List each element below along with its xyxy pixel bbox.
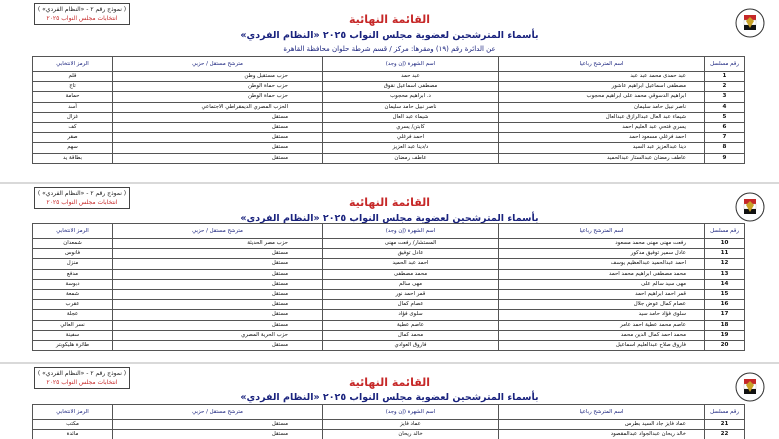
cell-alias: عماد فايز xyxy=(323,420,499,430)
cell-affiliation: مستقل xyxy=(113,310,323,320)
cell-affiliation: مستقل xyxy=(113,300,323,310)
cell-election-symbol: تاج xyxy=(33,82,113,92)
cell-affiliation: مستقل xyxy=(113,143,323,153)
cell-alias: المستشار/ رفعت مهنى xyxy=(323,239,499,249)
table-row xyxy=(33,430,745,439)
cell-number: 22 xyxy=(705,430,745,439)
cell-number: 14 xyxy=(705,279,745,289)
cell-affiliation: حزب مصر الحديثة xyxy=(113,239,323,249)
cell-election-symbol: سهم xyxy=(33,143,113,153)
cell-candidate-name: احمد فرغلي مسعود احمد xyxy=(499,133,705,143)
cell-candidate-name: احمد عبدالحميد عبدالعظيم يوسف xyxy=(499,259,705,269)
candidates-table xyxy=(32,404,745,439)
table-row xyxy=(33,133,745,143)
page-subtitle: بأسماء المترشحين لعضوية مجلس النواب ٢٠٢٥ «النظام الفردي» xyxy=(240,213,539,224)
cell-affiliation: مستقل xyxy=(113,153,323,163)
cell-alias: عاصم عطية xyxy=(323,320,499,330)
table-row xyxy=(33,92,745,102)
col-header-aff: مترشح مستقل / حزبي xyxy=(113,57,323,72)
cell-candidate-name: خالد ريحان عبدالجواد عبدالمقصود xyxy=(499,430,705,439)
table-row xyxy=(33,279,745,289)
cell-alias: عادل توفيق xyxy=(323,249,499,259)
cell-number: 13 xyxy=(705,269,745,279)
cell-affiliation: مستقل xyxy=(113,279,323,289)
form-number-stamp: ( نموذج رقم ٢ - «النظام الفردي» ) انتخابات مجلس النواب ٢٠٢٥ xyxy=(34,367,130,389)
table-row xyxy=(33,122,745,132)
col-header-name: اسم المترشح رباعيا xyxy=(499,405,705,420)
cell-alias: كابتن/ يسري xyxy=(323,122,499,132)
cell-affiliation: مستقل xyxy=(113,122,323,132)
cell-number: 9 xyxy=(705,153,745,163)
cell-number: 7 xyxy=(705,133,745,143)
cell-election-symbol: منزل xyxy=(33,259,113,269)
col-header-alias: اسم الشهرة (إن وجد) xyxy=(323,224,499,239)
cell-affiliation: مستقل xyxy=(113,249,323,259)
cell-affiliation: حزب حماة الوطن xyxy=(113,92,323,102)
cell-number: 10 xyxy=(705,239,745,249)
cell-number: 5 xyxy=(705,112,745,122)
table-row xyxy=(33,420,745,430)
table-row xyxy=(33,102,745,112)
cell-alias: د. ابراهيم محجوب xyxy=(323,92,499,102)
cell-affiliation: الحزب المصري الديمقراطي الاجتماعي xyxy=(113,102,323,112)
table-row xyxy=(33,340,745,350)
cell-alias: فاروق العوادي xyxy=(323,340,499,350)
cell-alias: ناصر نبيل حامد سليمان xyxy=(323,102,499,112)
cell-election-symbol: بطاقة يد xyxy=(33,153,113,163)
cell-alias: شيماء عبد العال xyxy=(323,112,499,122)
cell-candidate-name: مصطفى اسماعيل ابراهيم عاشور xyxy=(499,82,705,92)
cell-alias: د/دينا عبد العزيز xyxy=(323,143,499,153)
cell-election-symbol: حمامة xyxy=(33,92,113,102)
cell-election-symbol: كف xyxy=(33,122,113,132)
table-row xyxy=(33,239,745,249)
cell-candidate-name: دينا عبدالعزيز عبد السيد xyxy=(499,143,705,153)
form-number-stamp: ( نموذج رقم ٢ - «النظام الفردي» ) انتخابات مجلس النواب ٢٠٢٥ xyxy=(34,3,130,25)
col-header-sym: الرمز الانتخابي xyxy=(33,224,113,239)
cell-number: 16 xyxy=(705,300,745,310)
cell-election-symbol: فانوس xyxy=(33,249,113,259)
form-number-stamp: ( نموذج رقم ٢ - «النظام الفردي» ) انتخابات مجلس النواب ٢٠٢٥ xyxy=(34,187,130,209)
candidates-table xyxy=(32,223,745,351)
cell-number: 18 xyxy=(705,320,745,330)
cell-candidate-name: يسري فتحي عبد العليم احمد xyxy=(499,122,705,132)
cell-election-symbol: غزال xyxy=(33,112,113,122)
cell-candidate-name: ناصر نبيل حامد سليمان xyxy=(499,102,705,112)
cell-candidate-name: محمد مصطفى ابراهيم محمد احمد xyxy=(499,269,705,279)
page-title: القائمة النهائية xyxy=(348,13,431,26)
cell-affiliation: حزب حماة الوطن xyxy=(113,82,323,92)
cell-candidate-name: سلوى فؤاد حامد سيد xyxy=(499,310,705,320)
cell-candidate-name: عبد حمدى محمد عبد عبد xyxy=(499,72,705,82)
cell-election-symbol: نسر العالي xyxy=(33,320,113,330)
table-row xyxy=(33,249,745,259)
cell-number: 3 xyxy=(705,92,745,102)
cell-affiliation: حزب مستقبل وطن xyxy=(113,72,323,82)
cell-candidate-name: مهى سيد سالم على xyxy=(499,279,705,289)
cell-candidate-name: عادل سمير توفيق مدكور xyxy=(499,249,705,259)
col-header-alias: اسم الشهرة (إن وجد) xyxy=(323,57,499,72)
cell-affiliation: حزب الحرية المصري xyxy=(113,330,323,340)
col-header-aff: مترشح مستقل / حزبي xyxy=(113,405,323,420)
col-header-alias: اسم الشهرة (إن وجد) xyxy=(323,405,499,420)
col-header-sym: الرمز الانتخابي xyxy=(33,57,113,72)
page-1 xyxy=(0,0,779,182)
cell-alias: عصام كمال xyxy=(323,300,499,310)
cell-candidate-name: قمر احمد ابراهيم احمد xyxy=(499,289,705,299)
cell-alias: احمد عبد الحميد xyxy=(323,259,499,269)
cell-number: 15 xyxy=(705,289,745,299)
cell-number: 17 xyxy=(705,310,745,320)
cell-alias: عبد حمد xyxy=(323,72,499,82)
page-title: القائمة النهائية xyxy=(348,376,431,389)
cell-candidate-name: عصام كمال عوض جلال xyxy=(499,300,705,310)
table-header-row xyxy=(33,405,745,420)
cell-affiliation: مستقل xyxy=(113,430,323,439)
col-header-name: اسم المترشح رباعيا xyxy=(499,224,705,239)
cell-number: 19 xyxy=(705,330,745,340)
cell-affiliation: مستقل xyxy=(113,340,323,350)
cell-election-symbol: شمعدان xyxy=(33,239,113,249)
cell-candidate-name: عماد فايز جاد السيد بطرس xyxy=(499,420,705,430)
cell-candidate-name: عاصم محمد عطية احمد عامر xyxy=(499,320,705,330)
cell-alias: مصطفى اسماعيل نقوق xyxy=(323,82,499,92)
col-header-name: اسم المترشح رباعيا xyxy=(499,57,705,72)
cell-alias: قمر احمد نور xyxy=(323,289,499,299)
cell-alias: محمد كمال xyxy=(323,330,499,340)
cell-alias: خالد ريحان xyxy=(323,430,499,439)
cell-number: 20 xyxy=(705,340,745,350)
col-header-num: رقم مسلسل xyxy=(705,224,745,239)
cell-election-symbol: مكتب xyxy=(33,420,113,430)
cell-election-symbol: قلم xyxy=(33,72,113,82)
cell-affiliation: مستقل xyxy=(113,420,323,430)
cell-election-symbol: أسد xyxy=(33,102,113,112)
col-header-sym: الرمز الانتخابي xyxy=(33,405,113,420)
cell-number: 8 xyxy=(705,143,745,153)
cell-election-symbol: عقرب xyxy=(33,300,113,310)
cell-alias: محمد مصطفى xyxy=(323,269,499,279)
table-body xyxy=(33,420,745,439)
cell-affiliation: مستقل xyxy=(113,259,323,269)
page-title: القائمة النهائية xyxy=(348,196,431,209)
cell-candidate-name: رفعت مهنى مهنى محمد مسعود xyxy=(499,239,705,249)
table-row xyxy=(33,143,745,153)
table-body xyxy=(33,239,745,351)
cell-election-symbol: دبوسة xyxy=(33,279,113,289)
page-2 xyxy=(0,184,779,362)
cell-affiliation: مستقل xyxy=(113,269,323,279)
table-header-row xyxy=(33,224,745,239)
cell-candidate-name: عاطف رمضان عبدالستار عبدالحميد xyxy=(499,153,705,163)
page-subtitle: بأسماء المترشحين لعضوية مجلس النواب ٢٠٢٥ «النظام الفردي» xyxy=(240,392,539,403)
candidates-table xyxy=(32,56,745,164)
cell-number: 2 xyxy=(705,82,745,92)
district-line: عن الدائرة رقم (١٩) ومقرها: مركز / قسم شرطة حلوان محافظة القاهرة xyxy=(283,45,496,53)
table-row xyxy=(33,310,745,320)
cell-number: 11 xyxy=(705,249,745,259)
table-header-row xyxy=(33,57,745,72)
table-row xyxy=(33,112,745,122)
cell-affiliation: مستقل xyxy=(113,112,323,122)
cell-candidate-name: شيماء عبد العال عبدالرازق عبدالعال xyxy=(499,112,705,122)
cell-candidate-name: ابراهيم الدسوقي محمد على ابراهيم محجوب xyxy=(499,92,705,102)
table-row xyxy=(33,320,745,330)
table-row xyxy=(33,289,745,299)
cell-alias: سلوى فؤاد xyxy=(323,310,499,320)
cell-election-symbol: صقر xyxy=(33,133,113,143)
col-header-aff: مترشح مستقل / حزبي xyxy=(113,224,323,239)
table-row xyxy=(33,153,745,163)
col-header-num: رقم مسلسل xyxy=(705,57,745,72)
cell-number: 12 xyxy=(705,259,745,269)
table-row xyxy=(33,259,745,269)
cell-number: 4 xyxy=(705,102,745,112)
cell-number: 6 xyxy=(705,122,745,132)
table-row xyxy=(33,72,745,82)
table-row xyxy=(33,269,745,279)
page-subtitle: بأسماء المترشحين لعضوية مجلس النواب ٢٠٢٥ «النظام الفردي» xyxy=(240,30,539,41)
table-row xyxy=(33,330,745,340)
cell-election-symbol: شمعة xyxy=(33,289,113,299)
cell-number: 1 xyxy=(705,72,745,82)
cell-election-symbol: مائدة xyxy=(33,430,113,439)
cell-election-symbol: عجلة xyxy=(33,310,113,320)
table-body xyxy=(33,72,745,164)
cell-election-symbol: طائرة هليكوبتر xyxy=(33,340,113,350)
cell-election-symbol: مدفع xyxy=(33,269,113,279)
cell-alias: احمد فرغلي xyxy=(323,133,499,143)
cell-candidate-name: فاروق صلاح عبدالعليم اسماعيل xyxy=(499,340,705,350)
cell-election-symbol: سفينة xyxy=(33,330,113,340)
table-row xyxy=(33,82,745,92)
table-row xyxy=(33,300,745,310)
cell-candidate-name: محمد احمد كمال الدين محمد xyxy=(499,330,705,340)
cell-alias: مهى سالم xyxy=(323,279,499,289)
cell-affiliation: مستقل xyxy=(113,133,323,143)
cell-affiliation: مستقل xyxy=(113,320,323,330)
page-3 xyxy=(0,364,779,439)
cell-number: 21 xyxy=(705,420,745,430)
cell-alias: عاطف رمضان xyxy=(323,153,499,163)
col-header-num: رقم مسلسل xyxy=(705,405,745,420)
cell-affiliation: مستقل xyxy=(113,289,323,299)
